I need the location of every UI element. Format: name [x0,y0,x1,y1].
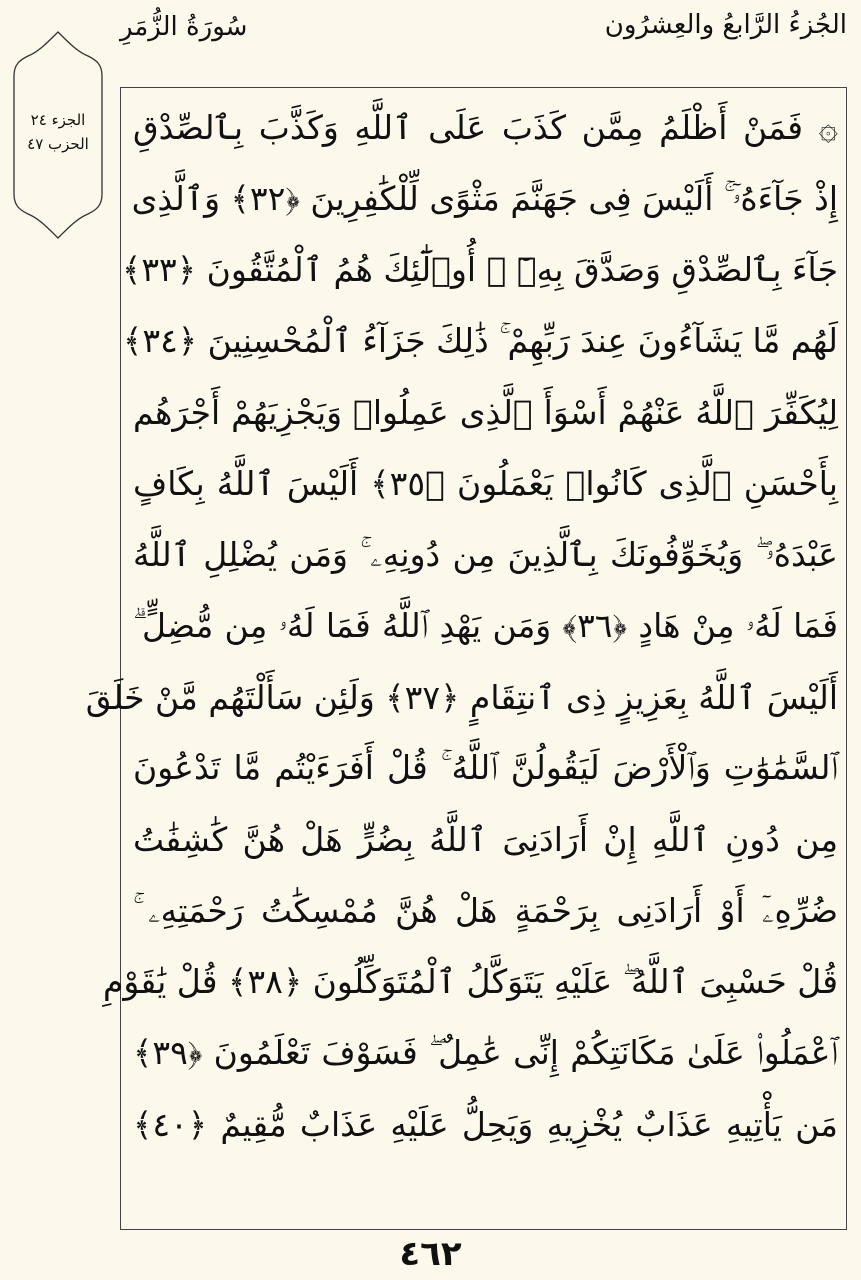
header-juz-title: الجُزءُ الرَّابعُ والعِشرُون [604,10,847,40]
ayah-line: أَلَيْسَ ٱللَّهُ بِعَزِيزٍ ذِى ٱنتِقَامٍ ﴿٣٧﴾ وَلَئِن سَأَلْتَهُم مَّنْ خَلَقَ [85,677,838,717]
ayah-line: ۞ فَمَنْ أَظْلَمُ مِمَّن كَذَبَ عَلَى ٱللَّهِ وَكَذَّبَ بِٱلصِّدْقِ [133,108,838,148]
ayah-line: لَهُم مَّا يَشَآءُونَ عِندَ رَبِّهِمْ ۚ ذَٰلِكَ جَزَآءُ ٱلْمُحْسِنِينَ ﴿٣٤﴾ [123,321,838,361]
header-surah-title: سُورَةُ الزُّمَرِ [120,12,248,42]
page-number: ٤٦٢ [399,1234,462,1274]
marker-juz-label: الجزء ٢٤ [30,111,86,129]
ayah-line: ٱلسَّمَٰوَٰتِ وَٱلْأَرْضَ لَيَقُولُنَّ ٱللَّهُ ۚ قُلْ أَفَرَءَيْتُم مَّا تَدْعُونَ [133,748,838,788]
ayah-line: بِأَحْسَنِ ٱلَّذِى كَانُوا۟ يَعْمَلُونَ ﴿٣٥﴾ أَلَيْسَ ٱللَّهُ بِكَافٍ [133,464,838,504]
ayah-line: ضُرِّهِۦٓ أَوْ أَرَادَنِى بِرَحْمَةٍ هَلْ هُنَّ مُمْسِكَٰتُ رَحْمَتِهِۦ ۚ [133,890,838,930]
ayah-line: عَبْدَهُۥ ۖ وَيُخَوِّفُونَكَ بِٱلَّذِينَ مِن دُونِهِۦ ۚ وَمَن يُضْلِلِ ٱللَّهُ [133,534,838,574]
marker-hizb-label: الحزب ٤٧ [27,135,89,153]
ayah-line: جَآءَ بِٱلصِّدْقِ وَصَدَّقَ بِهِۦٓ ۙ أُو۟لَٰٓئِكَ هُمُ ٱلْمُتَّقُونَ ﴿٣٣﴾ [121,250,838,290]
ayah-line: فَمَا لَهُۥ مِنْ هَادٍ ﴿٣٦﴾ وَمَن يَهْدِ ٱللَّهُ فَمَا لَهُۥ مِن مُّضِلٍّ ۗ [133,605,838,645]
ayah-line: إِذْ جَآءَهُۥٓ ۚ أَلَيْسَ فِى جَهَنَّمَ مَثْوًى لِّلْكَٰفِرِينَ ﴿٣٢﴾ وَٱلَّذِى [131,178,838,218]
juz-hizb-marker [8,30,108,240]
ayah-line: مَن يَأْتِيهِ عَذَابٌ يُخْزِيهِ وَيَحِلُّ عَلَيْهِ عَذَابٌ مُّقِيمٌ ﴿٤٠﴾ [133,1104,838,1144]
ayah-line: مِن دُونِ ٱللَّهِ إِنْ أَرَادَنِىَ ٱللَّهُ بِضُرٍّ هَلْ هُنَّ كَٰشِفَٰتُ [133,819,838,859]
ayah-text-block [85,92,838,1160]
ayah-line: لِيُكَفِّرَ ٱللَّهُ عَنْهُمْ أَسْوَأَ ٱلَّذِى عَمِلُوا۟ وَيَجْزِيَهُمْ أَجْرَهُم [133,392,838,432]
ayah-line: قُلْ حَسْبِىَ ٱللَّهُ ۖ عَلَيْهِ يَتَوَكَّلُ ٱلْمُتَوَكِّلُونَ ﴿٣٨﴾ قُلْ يَٰقَوْمِ [102,961,838,1001]
ayah-line: ٱعْمَلُوا۟ عَلَىٰ مَكَانَتِكُمْ إِنِّى عَٰمِلٌ ۖ فَسَوْفَ تَعْلَمُونَ ﴿٣٩﴾ [133,1033,838,1073]
